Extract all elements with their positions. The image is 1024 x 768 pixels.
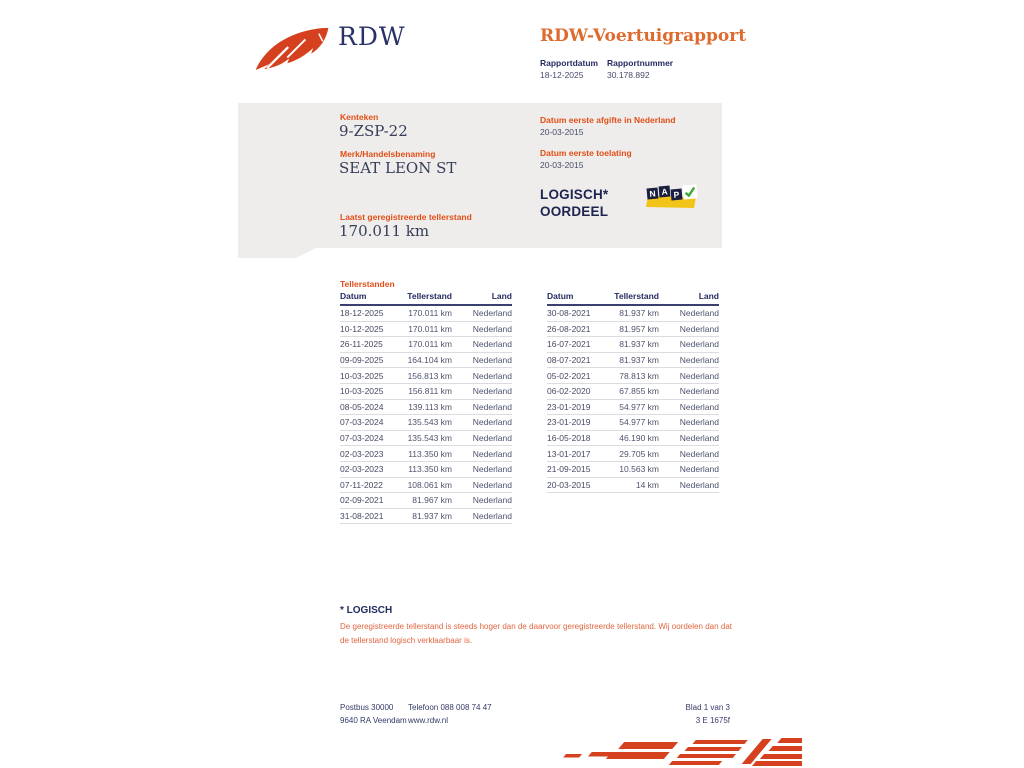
table-row [340, 462, 512, 478]
vehicle-summary-box [238, 103, 722, 258]
logisch-explanation-heading: * LOGISCH [340, 605, 393, 616]
footer-phone: Telefoon 088 008 74 47 [408, 703, 492, 712]
cell-datum: 21-09-2015 [547, 464, 591, 475]
table-row [547, 446, 719, 462]
cell-datum: 07-03-2024 [340, 417, 384, 428]
cell-land: Nederland [472, 495, 512, 506]
table-row [340, 368, 512, 384]
column-header-land: Land [491, 291, 512, 301]
table-row [547, 478, 719, 494]
table-row [340, 306, 512, 322]
cell-tellerstand: 81.957 km [619, 323, 659, 334]
cell-datum: 10-03-2025 [340, 370, 384, 381]
oordeel-line2: OORDEEL [540, 204, 609, 219]
cell-land: Nederland [679, 464, 719, 475]
cell-land: Nederland [472, 479, 512, 490]
oordeel-line1: LOGISCH* [540, 187, 609, 202]
cell-tellerstand: 156.811 km [408, 386, 452, 397]
cell-datum: 06-02-2020 [547, 386, 591, 397]
cell-tellerstand: 81.967 km [412, 495, 452, 506]
table-row [340, 353, 512, 369]
table-row [547, 415, 719, 431]
table-row [340, 415, 512, 431]
column-header-datum: Datum [547, 291, 574, 301]
cell-datum: 18-12-2025 [340, 308, 384, 319]
cell-land: Nederland [472, 355, 512, 366]
svg-text:A: A [661, 186, 669, 197]
cell-tellerstand: 113.350 km [408, 448, 452, 459]
cell-land: Nederland [679, 355, 719, 366]
cell-land: Nederland [472, 401, 512, 412]
table-row [340, 400, 512, 416]
cell-tellerstand: 14 km [635, 479, 659, 490]
table-row [547, 384, 719, 400]
cell-datum: 31-08-2021 [340, 511, 384, 522]
merk-label: Merk/Handelsbenaming [340, 149, 436, 159]
cell-land: Nederland [472, 339, 512, 350]
report-date-value: 18-12-2025 [540, 70, 584, 80]
table-row [340, 384, 512, 400]
cell-land: Nederland [679, 308, 719, 319]
cell-datum: 23-01-2019 [547, 401, 591, 412]
cell-land: Nederland [472, 417, 512, 428]
column-header-tellerstand: Tellerstand [614, 291, 659, 301]
table-row [340, 337, 512, 353]
footer-website: www.rdw.nl [408, 716, 449, 725]
cell-tellerstand: 164.104 km [407, 355, 452, 366]
cell-datum: 23-01-2019 [547, 417, 591, 428]
report-number-value: 30.178.892 [607, 70, 650, 80]
cell-land: Nederland [679, 370, 719, 381]
cell-land: Nederland [472, 370, 512, 381]
cell-land: Nederland [679, 433, 719, 444]
table-row [547, 322, 719, 338]
cell-tellerstand: 170.011 km [408, 323, 452, 334]
table-row [340, 478, 512, 494]
tellerstand-label: Laatst geregistreerde tellerstand [340, 212, 472, 222]
cell-land: Nederland [679, 386, 719, 397]
cell-datum: 02-09-2021 [340, 495, 384, 506]
eerste-toelating-label: Datum eerste toelating [540, 148, 632, 158]
cell-datum: 02-03-2023 [340, 448, 384, 459]
cell-land: Nederland [679, 339, 719, 350]
odometer-table-left [340, 291, 512, 524]
cell-datum: 26-08-2021 [547, 323, 591, 334]
decorative-stripes-graphic [542, 735, 802, 768]
merk-value: SEAT LEON ST [339, 159, 457, 177]
cell-land: Nederland [472, 323, 512, 334]
column-header-tellerstand: Tellerstand [407, 291, 452, 301]
oordeel-verdict [540, 186, 608, 220]
cell-datum: 05-02-2021 [547, 370, 591, 381]
column-header-land: Land [698, 291, 719, 301]
cell-tellerstand: 156.813 km [407, 370, 452, 381]
table-header [340, 291, 512, 306]
cell-tellerstand: 46.190 km [619, 433, 659, 444]
cell-datum: 16-07-2021 [547, 339, 591, 350]
cell-datum: 13-01-2017 [547, 448, 591, 459]
eerste-afgifte-label: Datum eerste afgifte in Nederland [540, 115, 676, 125]
eerste-afgifte-value: 20-03-2015 [540, 127, 584, 137]
kenteken-value: 9-ZSP-22 [339, 122, 408, 140]
cell-tellerstand: 78.813 km [619, 370, 659, 381]
table-row [547, 431, 719, 447]
footer-form-code: 3 E 1675f [695, 716, 730, 725]
cell-tellerstand: 10.563 km [619, 464, 659, 475]
cell-land: Nederland [679, 417, 719, 428]
cell-datum: 30-08-2021 [547, 308, 591, 319]
cell-tellerstand: 135.543 km [407, 417, 452, 428]
cell-datum: 20-03-2015 [547, 479, 591, 490]
table-row [547, 306, 719, 322]
table-row [547, 368, 719, 384]
cell-tellerstand: 81.937 km [412, 511, 452, 522]
table-row [340, 431, 512, 447]
cell-land: Nederland [472, 433, 512, 444]
table-row [340, 509, 512, 525]
tellerstanden-section-title: Tellerstanden [340, 279, 395, 289]
cell-tellerstand: 54.977 km [619, 401, 659, 412]
cell-tellerstand: 81.937 km [619, 339, 659, 350]
cell-datum: 07-03-2024 [340, 433, 384, 444]
svg-text:P: P [673, 189, 680, 200]
table-row [547, 462, 719, 478]
cell-tellerstand: 108.061 km [407, 479, 452, 490]
cell-tellerstand: 67.855 km [619, 386, 659, 397]
cell-land: Nederland [679, 448, 719, 459]
report-date-label: Rapportdatum [540, 58, 599, 68]
cell-tellerstand: 135.543 km [407, 433, 452, 444]
report-title: RDW-Voertuigrapport [540, 26, 747, 46]
cell-datum: 26-11-2025 [340, 339, 383, 350]
cell-datum: 10-12-2025 [340, 323, 384, 334]
table-header [547, 291, 719, 306]
logisch-explanation-body: De geregistreerde tellerstand is steeds hoger dan de daarvoor geregistreerde tellerstand. Wij oordelen dan dat de tellerstand logisch verklaarbaar is. [340, 622, 732, 645]
rdw-feather-logo-icon [254, 26, 332, 70]
cell-land: Nederland [472, 386, 512, 397]
report-number-label: Rapportnummer [607, 58, 674, 68]
cell-tellerstand: 113.350 km [408, 464, 452, 475]
table-row [340, 322, 512, 338]
cell-tellerstand: 81.937 km [619, 308, 659, 319]
nap-check-icon [682, 184, 697, 199]
table-row [340, 493, 512, 509]
table-row [547, 400, 719, 416]
cell-datum: 08-07-2021 [547, 355, 591, 366]
footer-address-line2: 9640 RA Veendam [340, 716, 407, 725]
table-body [340, 306, 512, 524]
cell-land: Nederland [472, 308, 512, 319]
nap-logo-icon [646, 184, 698, 209]
cell-land: Nederland [472, 448, 512, 459]
cell-datum: 16-05-2018 [547, 433, 591, 444]
cell-land: Nederland [472, 464, 512, 475]
table-body [547, 306, 719, 493]
cell-land: Nederland [472, 511, 512, 522]
svg-text:N: N [649, 188, 657, 199]
table-row [340, 446, 512, 462]
footer-page-number: Blad 1 van 3 [685, 703, 730, 712]
table-row [547, 353, 719, 369]
cell-datum: 09-09-2025 [340, 355, 384, 366]
cell-tellerstand: 81.937 km [619, 355, 659, 366]
tellerstand-value: 170.011 km [339, 222, 430, 240]
cell-tellerstand: 29.705 km [619, 448, 659, 459]
cell-land: Nederland [679, 479, 719, 490]
cell-tellerstand: 170.011 km [408, 308, 452, 319]
cell-datum: 07-11-2022 [340, 479, 383, 490]
cell-tellerstand: 170.011 km [408, 339, 452, 350]
rdw-logo-wordmark: RDW [338, 22, 406, 51]
cell-datum: 02-03-2023 [340, 464, 384, 475]
eerste-toelating-value: 20-03-2015 [540, 160, 584, 170]
column-header-datum: Datum [340, 291, 367, 301]
footer-address-line1: Postbus 30000 [340, 703, 394, 712]
cell-tellerstand: 139.113 km [408, 401, 452, 412]
odometer-table-right [547, 291, 719, 493]
cell-datum: 08-05-2024 [340, 401, 384, 412]
table-row [547, 337, 719, 353]
cell-land: Nederland [679, 323, 719, 334]
cell-land: Nederland [679, 401, 719, 412]
cell-datum: 10-03-2025 [340, 386, 384, 397]
kenteken-label: Kenteken [340, 112, 379, 122]
cell-tellerstand: 54.977 km [619, 417, 659, 428]
